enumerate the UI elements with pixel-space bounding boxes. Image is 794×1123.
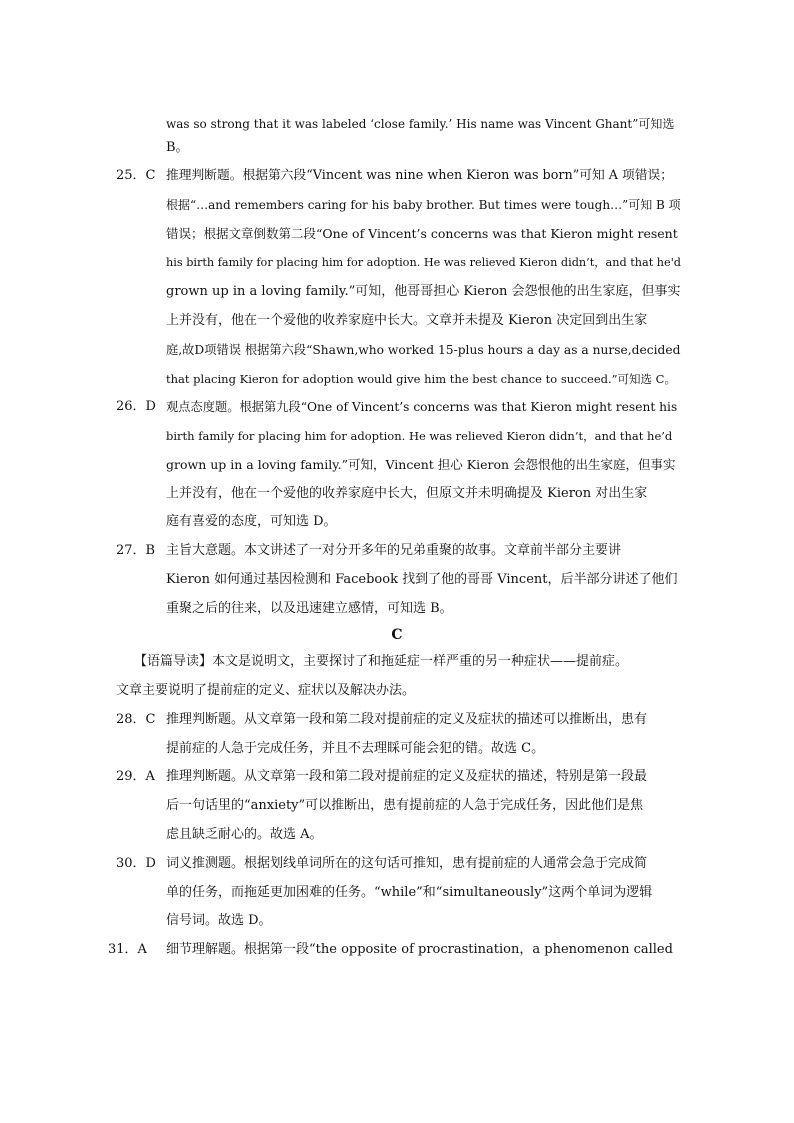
question-number-28: 28．C — [116, 712, 156, 727]
text-line: 观点态度题。根据第九段“One of Vincent’s concerns was that Kieron might resent his — [166, 400, 678, 414]
text-line: 信号词。故选 D。 — [166, 913, 272, 928]
text-line: grown up in a loving family.”可知，Vincent 担心 Kieron 会怨恨他的出生家庭，但事实 — [166, 457, 676, 472]
text-line: B。 — [166, 140, 189, 155]
text-line: 错误；根据文章倒数第二段“One of Vincent’s concerns was that Kieron might resent — [166, 226, 678, 241]
text-line: grown up in a loving family.”可知，他哥哥担心 Kieron 会怨恨他的出生家庭，但事实 — [166, 284, 681, 299]
question-number-26: 26．D — [116, 399, 156, 414]
text-line: 上并没有，他在一个爱他的收养家庭中长大。文章并未提及 Kieron 决定回到出生家 — [166, 313, 648, 328]
question-number-25: 25．C — [116, 168, 156, 183]
text-line: 上并没有，他在一个爱他的收养家庭中长大，但原文并未明确提及 Kieron 对出生家 — [166, 486, 648, 501]
text-line: 词义推测题。根据划线单词所在的这句话可推知，患有提前症的人通常会急于完成简 — [166, 856, 648, 871]
guide-line: 文章主要说明了提前症的定义、症状以及解决办法。 — [116, 683, 416, 698]
text-line: 庭,故D项错误 根据第六段“Shawn,who worked 15-plus hours a day as a nurse,decided — [166, 343, 681, 357]
text-line: 后一句话里的“anxiety”可以推断出，患有提前症的人急于完成任务，因此他们是焦 — [166, 798, 644, 813]
section-heading: C — [391, 627, 403, 643]
text-line: 推理判断题。从文章第一段和第二段对提前症的定义及症状的描述，特别是第一段最 — [166, 769, 648, 784]
question-number-27: 27．B — [116, 543, 156, 558]
text-line: 庭有喜爱的态度，可知选 D。 — [166, 514, 337, 529]
text-line: 推理判断题。根据第六段“Vincent was nine when Kieron was born”可知 A 项错误； — [166, 168, 674, 183]
guide-line: 【语篇导读】本文是说明文，主要探讨了和拖延症一样严重的另一种症状——提前症。 — [134, 654, 629, 669]
question-number-29: 29．A — [116, 769, 155, 784]
text-line: birth family for placing him for adoption. He was relieved Kieron didn’t，and that he’d — [166, 429, 673, 443]
text-line: was so strong that it was labeled ‘close family.’ His name was Vincent Ghant”可知选 — [166, 117, 675, 131]
text-line: 推理判断题。从文章第一段和第二段对提前症的定义及症状的描述可以推断出，患有 — [166, 712, 648, 727]
text-line: 主旨大意题。本文讲述了一对分开多年的兄弟重聚的故事。文章前半部分主要讲 — [166, 543, 622, 558]
text-line: 根据“…and remembers caring for his baby brother. But times were tough…”可知 B 项 — [166, 198, 681, 212]
text-line: his birth family for placing him for adoption. He was relieved Kieron didn’t，and that he'd — [166, 256, 681, 269]
question-number-31: 31．A — [108, 942, 147, 957]
text-line: 重聚之后的往来，以及迅速建立感情，可知选 B。 — [166, 601, 453, 616]
text-line: 提前症的人急于完成任务，并且不去理睬可能会犯的错。故选 C。 — [166, 741, 545, 756]
text-line: 细节理解题。根据第一段“the opposite of procrastination，a phenomenon called — [166, 942, 673, 957]
question-number-30: 30．D — [116, 856, 156, 871]
text-line: 虑且缺乏耐心的。故选 A。 — [166, 827, 323, 842]
text-line: Kieron 如何通过基因检测和 Facebook 找到了他的哥哥 Vincent，后半部分讲述了他们 — [166, 572, 678, 587]
text-line: 单的任务，而拖延更加困难的任务。“while”和“simultaneously”这两个单词为逻辑 — [166, 885, 653, 900]
text-line: that placing Kieron for adoption would give him the best chance to succeed.”可知选 C。 — [166, 372, 676, 386]
